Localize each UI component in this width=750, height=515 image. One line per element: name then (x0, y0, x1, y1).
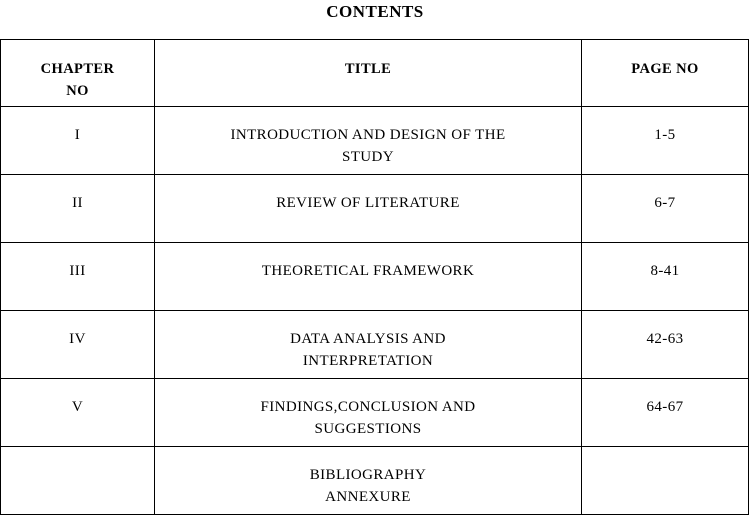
chapter-title-line2: SUGGESTIONS (314, 421, 422, 437)
chapter-title (155, 175, 582, 243)
table-row (1, 243, 749, 311)
chapter-title (155, 379, 582, 447)
table-row (1, 447, 749, 515)
page-range: 8-41 (582, 243, 749, 311)
contents-table (0, 39, 749, 515)
page-range: 64-67 (582, 379, 749, 447)
chapter-title (155, 311, 582, 379)
chapter-title-line1: INTRODUCTION AND DESIGN OF THE (230, 127, 506, 143)
chapter-number: III (1, 243, 155, 311)
chapter-title (155, 447, 582, 515)
chapter-title-line1: REVIEW OF LITERATURE (276, 195, 460, 211)
column-header-page-no: PAGE NO (582, 40, 749, 107)
page-range: 6-7 (582, 175, 749, 243)
chapter-number: IV (1, 311, 155, 379)
table-row (1, 175, 749, 243)
chapter-title-line1: FINDINGS,CONCLUSION AND (260, 399, 476, 415)
chapter-title (155, 243, 582, 311)
page-range: 1-5 (582, 107, 749, 175)
table-row (1, 311, 749, 379)
chapter-number: II (1, 175, 155, 243)
table-row (1, 379, 749, 447)
chapter-title-line2: STUDY (341, 149, 394, 165)
chapter-title-line2: INTERPRETATION (302, 353, 434, 369)
column-header-title: TITLE (155, 40, 582, 107)
chapter-number: I (1, 107, 155, 175)
column-header-chapter-line1: CHAPTER (40, 61, 115, 77)
column-header-chapter-line2: NO (66, 83, 89, 99)
chapter-title-line2: ANNEXURE (325, 489, 411, 505)
table-row (1, 107, 749, 175)
page-range (582, 447, 749, 515)
chapter-title-line1: DATA ANALYSIS AND (290, 331, 446, 347)
chapter-number: V (1, 379, 155, 447)
contents-heading: CONTENTS (326, 2, 424, 21)
table-header-row (1, 40, 749, 107)
chapter-title (155, 107, 582, 175)
chapter-title-line1: BIBLIOGRAPHY (309, 467, 427, 483)
page-range: 42-63 (582, 311, 749, 379)
column-header-chapter-no (1, 40, 155, 107)
chapter-title-line1: THEORETICAL FRAMEWORK (261, 263, 475, 279)
chapter-number (1, 447, 155, 515)
